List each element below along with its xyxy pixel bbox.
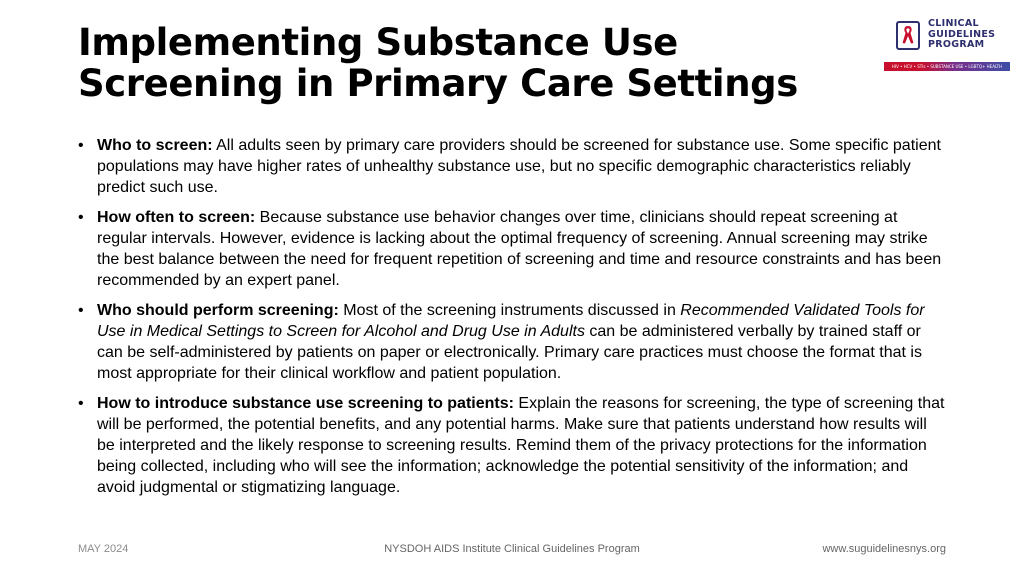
red-ribbon-icon xyxy=(901,25,915,45)
slide-body xyxy=(78,135,948,507)
clinical-guidelines-program-logo xyxy=(884,17,1010,75)
bullet-text: Most of the screening instruments discussed in xyxy=(338,302,681,319)
bullet-text: can be administered verbally by trained staff or can be self-administered by patients on paper or electronically. Primary care practices must choose the format that is most appropriate for their clinical workflow and patient population. xyxy=(97,323,922,382)
footer-url: www.suguidelinesnys.org xyxy=(822,543,946,555)
bullet-label: Who should perform screening: xyxy=(97,302,339,319)
slide-title: Implementing Substance Use Screening in Primary Care Settings xyxy=(78,21,798,105)
bullet-text: Explain the reasons for screening, the type of screening that will be performed, the potential benefits, and any potential harms. Make sure that patients understand how results will be interpreted and the likely response to screening results. Remind them of the privacy protections for the information being collected, including who will see the information; acknowledge the potential sensitivity of the information; and avoid judgmental or stigmatizing language. xyxy=(97,395,945,496)
bullet-who-to-screen xyxy=(78,135,948,198)
bullet-how-to-introduce xyxy=(78,393,948,498)
logo-tagline: HIV • HCV • STIs • SUBSTANCE USE • LGBTQ+ HEALTH xyxy=(884,62,1010,71)
bullet-how-often xyxy=(78,207,948,291)
bullet-dot: • xyxy=(78,209,84,226)
bullet-label: How often to screen: xyxy=(97,209,256,226)
logo-line-1: CLINICAL xyxy=(928,18,979,29)
logo-frame xyxy=(896,21,920,50)
bullet-list xyxy=(78,135,948,498)
bullet-label: How to introduce substance use screening to patients: xyxy=(97,395,514,412)
footer-program: NYSDOH AIDS Institute Clinical Guidelines Program xyxy=(384,543,640,555)
bullet-dot: • xyxy=(78,302,84,319)
logo-line-3: PROGRAM xyxy=(928,39,985,50)
logo-line-2: GUIDELINES xyxy=(928,28,996,40)
bullet-text: All adults seen by primary care providers should be screened for substance use. Some specific patient populations may have higher rates of unhealthy substance use, but no specific demographic characteristics reliably predict such use. xyxy=(97,137,941,196)
bullet-dot: • xyxy=(78,395,84,412)
bullet-dot: • xyxy=(78,137,84,154)
bullet-italic-reference: Recommended Validated Tools for Use in Medical Settings to Screen for Alcohol and Drug Use in Adults xyxy=(97,302,925,340)
logo-wordmark xyxy=(928,19,995,51)
bullet-text: Because substance use behavior changes over time, clinicians should repeat screening at regular intervals. However, evidence is lacking about the optimal frequency of screening. Annual screening may strike the best balance between the need for frequent repetition of screening and time and resource constraints and has been recommended by an expert panel. xyxy=(97,209,942,289)
bullet-label: Who to screen: xyxy=(97,137,213,154)
bullet-who-performs xyxy=(78,300,948,384)
footer-date: MAY 2024 xyxy=(78,543,129,555)
